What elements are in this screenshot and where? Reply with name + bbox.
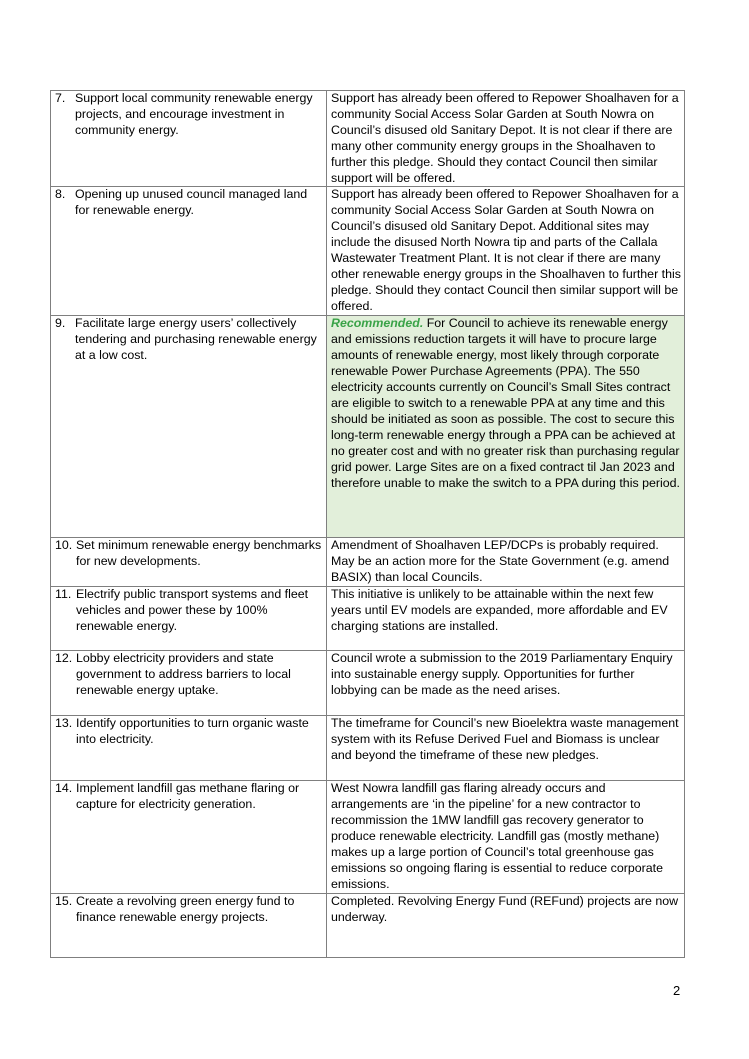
- table-row-14: [51, 781, 685, 893]
- pledge-cell: [51, 781, 327, 893]
- response-cell: [327, 893, 685, 957]
- response-text: Completed. Revolving Energy Fund (REFund) projects are now underway.: [331, 893, 679, 924]
- table-row-13: [51, 716, 685, 781]
- pledges-table: [50, 90, 685, 958]
- pledge-text: Set minimum renewable energy benchmarks for new developments.: [76, 538, 322, 569]
- response-cell: [327, 316, 685, 538]
- table-row-7: [51, 91, 685, 187]
- pledge-text: Facilitate large energy users’ collectively tendering and purchasing renewable energy at a low cost.: [75, 316, 317, 363]
- pledge-cell: [51, 651, 327, 716]
- pledge-text: Support local community renewable energy projects, and encourage investment in community energy.: [75, 91, 313, 137]
- pledge-text: Opening up unused council managed land for renewable energy.: [75, 187, 308, 218]
- pledge-text: Identify opportunities to turn organic waste into electricity.: [76, 716, 309, 747]
- pledge-number: 9.: [55, 316, 66, 331]
- table-row-9: [51, 316, 685, 538]
- pledge-cell: [51, 716, 327, 781]
- response-cell: [327, 91, 685, 187]
- response-text: This initiative is unlikely to be attainable within the next few years until EV models are expanded, more affordable and EV charging stations are installed.: [331, 587, 668, 634]
- pledge-cell: [51, 91, 327, 187]
- table-row-11: [51, 587, 685, 651]
- response-cell: [327, 781, 685, 893]
- pledge-cell: [51, 187, 327, 316]
- table-row-10: [51, 538, 685, 587]
- table-row-12: [51, 651, 685, 716]
- response-text: Support has already been offered to Repower Shoalhaven for a community Social Access Solar Garden at South Nowra on Council’s disused old Sanitary Depot. Additional sites may include the disused North Nowra tip and parts of the Callala Wastewater Treatment Plant. It is not clear if there are many other renewable energy groups in the Shoalhaven to further this pledge. Should they contact Council then similar support will be offered.: [331, 187, 681, 313]
- response-text: Support has already been offered to Repower Shoalhaven for a community Social Access Solar Garden at South Nowra on Council’s disused old Sanitary Depot. It is not clear if there are many other community energy groups in the Shoalhaven to further this pledge. Should they contact Council then similar support will be offered.: [331, 91, 679, 185]
- pledge-number: 8.: [55, 187, 66, 202]
- response-cell: [327, 716, 685, 781]
- response-cell: [327, 187, 685, 316]
- pledge-text: Lobby electricity providers and state government to address barriers to local renewable energy uptake.: [76, 651, 291, 698]
- recommended-label: Recommended.: [331, 316, 424, 331]
- page-number: 2: [673, 983, 681, 998]
- pledge-number: 11.: [55, 587, 72, 602]
- pledge-cell: [51, 316, 327, 538]
- pledge-text: Electrify public transport systems and fleet vehicles and power these by 100% renewable energy.: [76, 587, 309, 634]
- response-cell: [327, 651, 685, 716]
- response-text: West Nowra landfill gas flaring already occurs and arrangements are ‘in the pipeline’ for a new contractor to recommission the 1MW landfill gas recovery generator to produce renewable electricity. Landfill gas (mostly methane) makes up a large portion of Council’s total greenhouse gas emissions so ongoing flaring is essential to reduce corporate emissions.: [331, 781, 663, 891]
- pledge-number: 10.: [55, 538, 73, 553]
- pledge-number: 12.: [55, 651, 73, 666]
- pledge-number: 14.: [55, 781, 73, 796]
- response-text: For Council to achieve its renewable energy and emissions reduction targets it will have to procure large amounts of renewable energy, most likely through corporate renewable Power Purchase Agreements (PPA). The 550 electricity accounts currently on Council’s Small Sites contract are eligible to switch to a renewable PPA at any time and this should be initiated as soon as possible. The cost to secure this long-term renewable energy through a PPA can be achieved at no greater cost and with no greater risk than purchasing regular grid power. Large Sites are on a fixed contract til Jan 2023 and therefore unable to make the switch to a PPA during this period.: [331, 316, 680, 490]
- pledge-number: 13.: [55, 716, 73, 731]
- pledge-number: 7.: [55, 91, 66, 105]
- pledge-cell: [51, 538, 327, 587]
- response-cell: [327, 538, 685, 587]
- pledge-cell: [51, 587, 327, 651]
- response-text: The timeframe for Council’s new Bioelektra waste management system with its Refuse Derived Fuel and Biomass is unclear and beyond the timeframe of these new pledges.: [331, 716, 679, 763]
- pledge-cell: [51, 893, 327, 957]
- pledge-number: 15.: [55, 893, 73, 908]
- table-row-15: [51, 893, 685, 957]
- pledge-text: Create a revolving green energy fund to finance renewable energy projects.: [76, 893, 295, 924]
- response-cell: [327, 587, 685, 651]
- response-text: Amendment of Shoalhaven LEP/DCPs is probably required. May be an action more for the State Government (e.g. amend BASIX) than local Councils.: [331, 538, 670, 585]
- table-row-8: [51, 187, 685, 316]
- pledge-text: Implement landfill gas methane flaring or capture for electricity generation.: [76, 781, 300, 812]
- response-text: Council wrote a submission to the 2019 Parliamentary Enquiry into sustainable energy supply. Opportunities for further lobbying can be made as the need arises.: [331, 651, 673, 698]
